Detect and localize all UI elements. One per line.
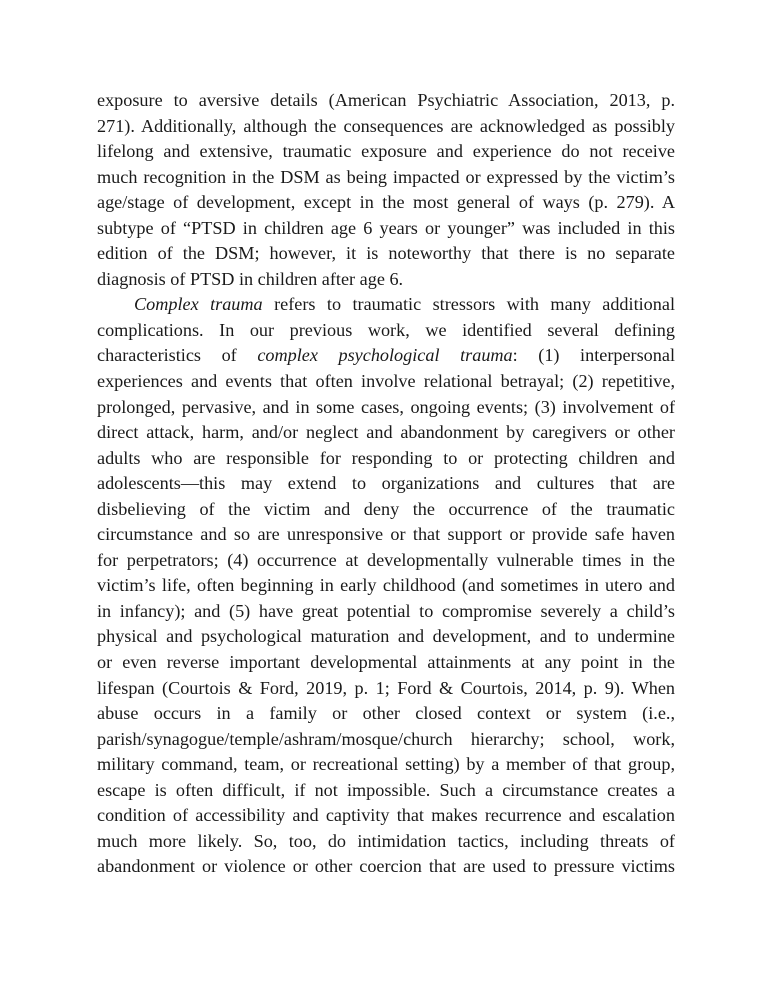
- text-line: [97, 343, 675, 369]
- text-line: condition of accessibility and captivity that makes recurrence and escalation: [97, 805, 675, 826]
- text-line: for perpetrators; (4) occurrence at developmentally vulnerable times in the: [97, 549, 675, 570]
- text-line: in infancy); and (5) have great potential to compromise severely a child’s: [97, 600, 675, 621]
- text-line: parish/synagogue/temple/ashram/mosque/church hierarchy; school, work,: [97, 728, 675, 749]
- text-line: much recognition in the DSM as being impacted or expressed by the victim’s: [97, 166, 675, 187]
- paragraph-dsm-exposure: [97, 88, 675, 292]
- text-line: lifespan (Courtois & Ford, 2019, p. 1; Ford & Courtois, 2014, p. 9). When: [97, 677, 675, 698]
- text-span: refers to traumatic stressors with many additional: [262, 294, 675, 315]
- text-line: edition of the DSM; however, it is noteworthy that there is no separate: [97, 243, 675, 264]
- text-line: 271). Additionally, although the consequences are acknowledged as possibly: [97, 115, 675, 136]
- emphasis-complex-psychological-trauma: complex psychological trauma: [257, 345, 513, 366]
- text-line: age/stage of development, except in the most general of ways (p. 279). A: [97, 192, 675, 213]
- text-line: much more likely. So, too, do intimidation tactics, including threats of: [97, 830, 675, 851]
- text-line-first: [97, 292, 675, 318]
- text-line: circumstance and so are unresponsive or that support or provide safe haven: [97, 524, 675, 545]
- text-line: escape is often difficult, if not impossible. Such a circumstance creates a: [97, 779, 675, 800]
- document-page: [97, 88, 675, 880]
- text-span: characteristics of: [97, 345, 258, 366]
- text-line: experiences and events that often involve relational betrayal; (2) repetitive,: [97, 371, 675, 392]
- text-line: abandonment or violence or other coercion that are used to pressure victims: [97, 856, 675, 877]
- text-line: or even reverse important developmental attainments at any point in the: [97, 652, 675, 673]
- text-line: complications. In our previous work, we identified several defining: [97, 319, 675, 340]
- text-line: lifelong and extensive, traumatic exposure and experience do not receive: [97, 141, 675, 162]
- text-line: subtype of “PTSD in children age 6 years or younger” was included in this: [97, 217, 675, 238]
- emphasis-complex-trauma: Complex trauma: [134, 294, 263, 315]
- text-line: exposure to aversive details (American Psychiatric Association, 2013, p.: [97, 90, 675, 110]
- text-line: adolescents—this may extend to organizations and cultures that are: [97, 473, 675, 494]
- text-line: physical and psychological maturation and development, and to undermine: [97, 626, 675, 647]
- text-line: military command, team, or recreational setting) by a member of that group,: [97, 754, 675, 775]
- text-line: disbelieving of the victim and deny the occurrence of the traumatic: [97, 498, 675, 519]
- text-line: prolonged, pervasive, and in some cases, ongoing events; (3) involvement of: [97, 396, 675, 417]
- paragraph-complex-trauma: [97, 292, 675, 880]
- text-line: direct attack, harm, and/or neglect and abandonment by caregivers or other: [97, 422, 675, 443]
- text-span: : (1) interpersonal: [512, 345, 675, 366]
- text-line: victim’s life, often beginning in early childhood (and sometimes in utero and: [97, 575, 675, 596]
- text-line: adults who are responsible for responding to or protecting children and: [97, 447, 675, 468]
- text-line: abuse occurs in a family or other closed context or system (i.e.,: [97, 703, 675, 724]
- text-line: diagnosis of PTSD in children after age 6.: [97, 268, 404, 289]
